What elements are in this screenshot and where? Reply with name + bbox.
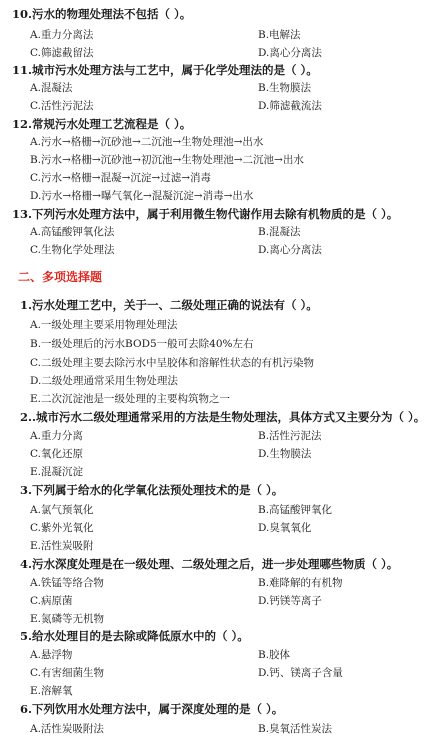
- section-heading: 二、多项选择题: [18, 270, 103, 284]
- question-13: 13.下列污水处理方法中，属于利用微生物代谢作用去除有机物质的是（ ）。: [12, 207, 399, 221]
- m1-option-b: B.一级处理后的污水BOD5一般可去除40%左右: [30, 338, 254, 350]
- m6-option-b: B.臭氧活性炭法: [258, 723, 333, 735]
- q11-option-b: B.生物膜法: [258, 82, 312, 94]
- m2-option-c: C.氧化还原: [30, 448, 83, 460]
- m5-option-c: C.有害细菌生物: [30, 667, 104, 679]
- multi-question-3: 3.下列属于给水的化学氧化法预处理技术的是（ ）。: [20, 483, 284, 497]
- m2-option-d: D.生物膜法: [258, 448, 312, 460]
- m4-option-a: A.铁锰等络合物: [30, 577, 104, 589]
- m4-option-c: C.病原菌: [30, 595, 73, 607]
- m3-option-c: C.紫外光氧化: [30, 522, 94, 534]
- q10-option-b: B.电解法: [258, 29, 301, 41]
- m5-option-a: A.悬浮物: [30, 649, 73, 661]
- q13-option-b: B.混凝法: [258, 226, 301, 238]
- m3-option-a: A.氯气预氧化: [30, 504, 94, 516]
- multi-question-1: 1.污水处理工艺中，关于一、二级处理正确的说法有（ ）。: [20, 298, 318, 312]
- q13-option-c: C.生物化学处理法: [30, 244, 115, 256]
- multi-question-6: 6.下列饮用水处理方法中，属于深度处理的是（ ）。: [20, 702, 284, 716]
- q11-option-d: D.筛滤截流法: [258, 100, 322, 112]
- q11-option-a: A.混凝法: [30, 82, 73, 94]
- m3-option-d: D.臭氧氧化: [258, 522, 312, 534]
- m4-option-b: B.难降解的有机物: [258, 577, 343, 589]
- m5-option-d: D.钙、镁离子含量: [258, 667, 343, 679]
- q13-option-a: A.高锰酸钾氧化法: [30, 226, 115, 238]
- m1-option-d: D.二级处理通常采用生物处理法: [30, 375, 178, 387]
- q12-option-d: D.污水→格栅→曝气氧化→混凝沉淀→消毒→出水: [30, 190, 254, 202]
- question-10: 10.污水的物理处理法不包括（ ）。: [12, 7, 192, 21]
- q12-option-a: A.污水→格栅→沉砂池→二沉池→生物处理池→出水: [30, 136, 264, 148]
- multi-question-4: 4.污水深度处理是在一级处理、二级处理之后，进一步处理哪些物质（ ）。: [20, 557, 399, 571]
- multi-question-5: 5.给水处理目的是去除或降低原水中的（ ）。: [20, 629, 249, 643]
- m5-option-e: E.溶解氧: [30, 685, 73, 697]
- q10-option-d: D.离心分离法: [258, 47, 322, 59]
- q10-option-a: A.重力分离法: [30, 29, 94, 41]
- m2-option-b: B.活性污泥法: [258, 430, 322, 442]
- q12-option-c: C.污水→格栅→混凝→沉淀→过滤→消毒: [30, 172, 211, 184]
- m6-option-a: A.活性炭吸附法: [30, 723, 104, 735]
- q13-option-d: D.离心分离法: [258, 244, 322, 256]
- m1-option-a: A.一级处理主要采用物理处理法: [30, 319, 178, 331]
- m5-option-b: B.胶体: [258, 649, 291, 661]
- m2-option-a: A.重力分离: [30, 430, 83, 442]
- m1-option-e: E.二次沉淀池是一级处理的主要构筑物之一: [30, 393, 231, 405]
- question-12: 12.常规污水处理工艺流程是（ ）。: [12, 117, 192, 131]
- m1-option-c: C.二级处理主要去除污水中呈胶体和溶解性状态的有机污染物: [30, 357, 314, 369]
- m4-option-d: D.钙镁等离子: [258, 595, 322, 607]
- multi-question-2: 2..城市污水二级处理通常采用的方法是生物处理法，具体方式又主要分为（ ）。: [20, 410, 426, 424]
- m2-option-e: E.混凝沉淀: [30, 466, 84, 478]
- question-11: 11.城市污水处理方法与工艺中，属于化学处理法的是（ ）。: [12, 63, 318, 77]
- m3-option-e: E.活性炭吸附: [30, 540, 94, 552]
- q11-option-c: C.活性污泥法: [30, 100, 94, 112]
- m3-option-b: B.高锰酸钾氧化: [258, 504, 333, 516]
- q10-option-c: C.筛滤截留法: [30, 47, 94, 59]
- m4-option-e: E.氮磷等无机物: [30, 613, 105, 625]
- q12-option-b: B.污水→格栅→沉砂池→初沉池→生物处理池→二沉池→出水: [30, 154, 304, 166]
